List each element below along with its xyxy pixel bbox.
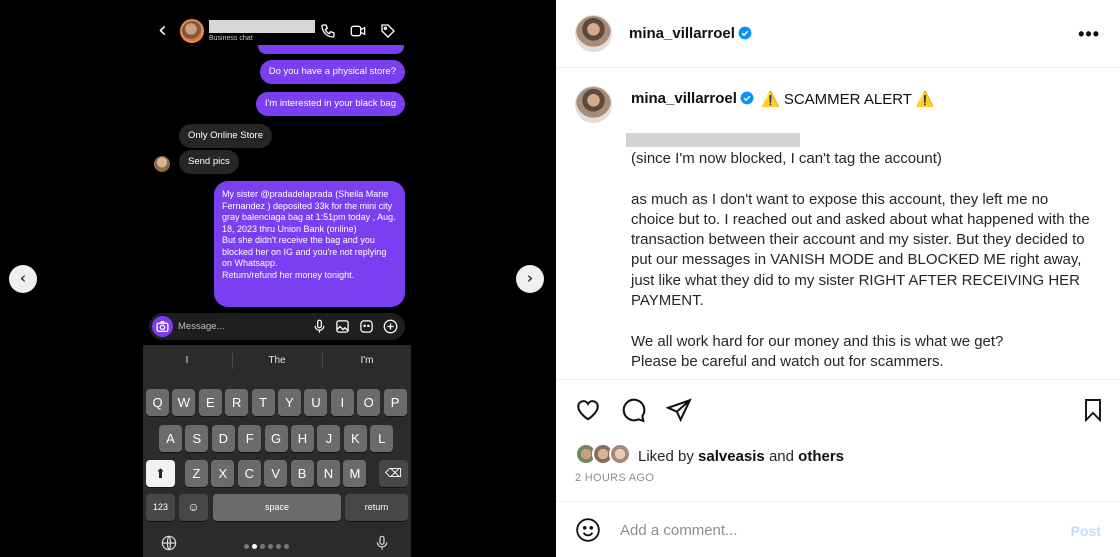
avatar[interactable] xyxy=(575,15,612,52)
bookmark-icon[interactable] xyxy=(1081,397,1105,423)
chevron-left-icon: ‹ xyxy=(158,18,167,43)
video-icon xyxy=(350,23,366,39)
image-icon xyxy=(335,319,350,334)
shift-icon: ⬆ xyxy=(146,460,175,487)
mic-icon xyxy=(312,319,327,334)
share-icon[interactable] xyxy=(666,397,692,423)
verified-icon xyxy=(740,91,754,105)
liked-user-link[interactable]: salveasis xyxy=(698,448,765,465)
suggestion: I xyxy=(185,355,189,366)
verified-icon xyxy=(738,26,752,40)
post-panel xyxy=(556,0,1120,557)
post-timestamp[interactable]: 2 HOURS AGO xyxy=(575,472,655,484)
redacted-text xyxy=(626,133,800,147)
key-e: E xyxy=(199,389,222,416)
chat-subtitle: Business chat xyxy=(209,35,253,42)
message-bubble-outgoing: I'm interested in your black bag xyxy=(256,92,405,116)
globe-icon xyxy=(161,535,177,551)
space-key: space xyxy=(213,494,341,521)
post-header xyxy=(556,0,1120,68)
key-b: B xyxy=(291,460,314,487)
key-k: K xyxy=(344,425,367,452)
message-input-placeholder: Message... xyxy=(178,321,225,332)
virtual-keyboard xyxy=(143,345,411,557)
key-v: V xyxy=(264,460,287,487)
sticker-icon xyxy=(359,319,374,334)
caption-section xyxy=(556,69,1120,380)
username-link[interactable]: mina_villarroel xyxy=(629,25,735,42)
key-p: P xyxy=(384,389,407,416)
carousel-next-button[interactable]: › xyxy=(516,265,544,293)
key-d: D xyxy=(212,425,235,452)
suggestion: The xyxy=(268,355,286,366)
liked-and: and xyxy=(768,448,794,465)
plus-icon xyxy=(383,319,398,334)
caption-username-link[interactable]: mina_villarroel xyxy=(631,90,737,107)
post-button[interactable]: Post xyxy=(1070,523,1101,539)
key-h: H xyxy=(291,425,314,452)
message-composer xyxy=(149,313,405,340)
key-t: T xyxy=(252,389,275,416)
caption-headline: ⚠️ SCAMMER ALERT ⚠️ xyxy=(761,91,935,108)
camera-icon xyxy=(152,316,173,337)
key-l: L xyxy=(370,425,393,452)
message-bubble-outgoing: Do you have a physical store? xyxy=(260,60,405,84)
emoji-key: ☺ xyxy=(179,494,208,521)
message-bubble-incoming: Send pics xyxy=(179,150,239,174)
page-dots xyxy=(244,536,292,554)
comment-icon[interactable] xyxy=(620,397,646,423)
key-r: R xyxy=(225,389,248,416)
chat-screenshot xyxy=(143,12,411,557)
message-bubble-outgoing-long: My sister @pradadelaprada (Sheila Marie Fernandez ) deposited 33k for the mini city gray balenciaga bag at 1:51pm today , Aug. 18, 2023 thru Union Bank (online) But she didn't receive the bag and you blocked her on IG and you're not replying on Whatsapp. Return/refund her money tonight. xyxy=(214,181,405,307)
previous-message-bubble xyxy=(258,45,404,54)
liked-prefix: Liked by xyxy=(638,448,694,465)
key-x: X xyxy=(211,460,234,487)
sender-avatar xyxy=(154,156,170,172)
liker-avatar xyxy=(609,443,631,465)
key-q: Q xyxy=(146,389,169,416)
liked-others-link[interactable]: others xyxy=(798,448,844,465)
key-s: S xyxy=(185,425,208,452)
backspace-icon: ⌫ xyxy=(379,460,408,487)
emoji-icon[interactable] xyxy=(575,517,601,543)
carousel-prev-button[interactable]: ‹ xyxy=(9,265,37,293)
key-o: O xyxy=(357,389,380,416)
more-options-icon[interactable]: ••• xyxy=(1078,24,1100,44)
key-i: I xyxy=(331,389,354,416)
key-j: J xyxy=(317,425,340,452)
key-g: G xyxy=(265,425,288,452)
post-media xyxy=(0,0,556,557)
comment-input[interactable]: Add a comment... xyxy=(620,522,738,539)
key-y: Y xyxy=(278,389,301,416)
mic-icon xyxy=(374,535,390,551)
message-bubble-incoming: Only Online Store xyxy=(179,124,272,148)
avatar[interactable] xyxy=(575,86,612,123)
key-n: N xyxy=(317,460,340,487)
comment-bar xyxy=(556,501,1120,557)
return-key: return xyxy=(345,494,408,521)
heart-icon[interactable] xyxy=(575,397,601,423)
key-z: Z xyxy=(185,460,208,487)
redacted-contact-name xyxy=(209,20,315,33)
suggestion: I'm xyxy=(360,355,374,366)
chat-avatar xyxy=(180,19,204,43)
key-a: A xyxy=(159,425,182,452)
key-f: F xyxy=(238,425,261,452)
numbers-key: 123 xyxy=(146,494,175,521)
tag-icon xyxy=(380,23,396,39)
phone-icon xyxy=(320,23,336,39)
likes-summary xyxy=(638,448,844,465)
key-c: C xyxy=(238,460,261,487)
key-u: U xyxy=(304,389,327,416)
caption-text: (since I'm now blocked, I can't tag the account) as much as I don't want to expose this account, they left me no choice but to. I reached out and asked about what happened with the transaction between their account and my sister. But they decided to put our messages in VANISH MODE and BLOCKED ME right away, just like what they did to my sister RIGHT AFTER RECEIVING HER PAYMENT. We all work hard for our money and this is what we get? Please be careful and watch out for scammers. xyxy=(631,150,1090,370)
key-m: M xyxy=(343,460,366,487)
key-w: W xyxy=(172,389,195,416)
